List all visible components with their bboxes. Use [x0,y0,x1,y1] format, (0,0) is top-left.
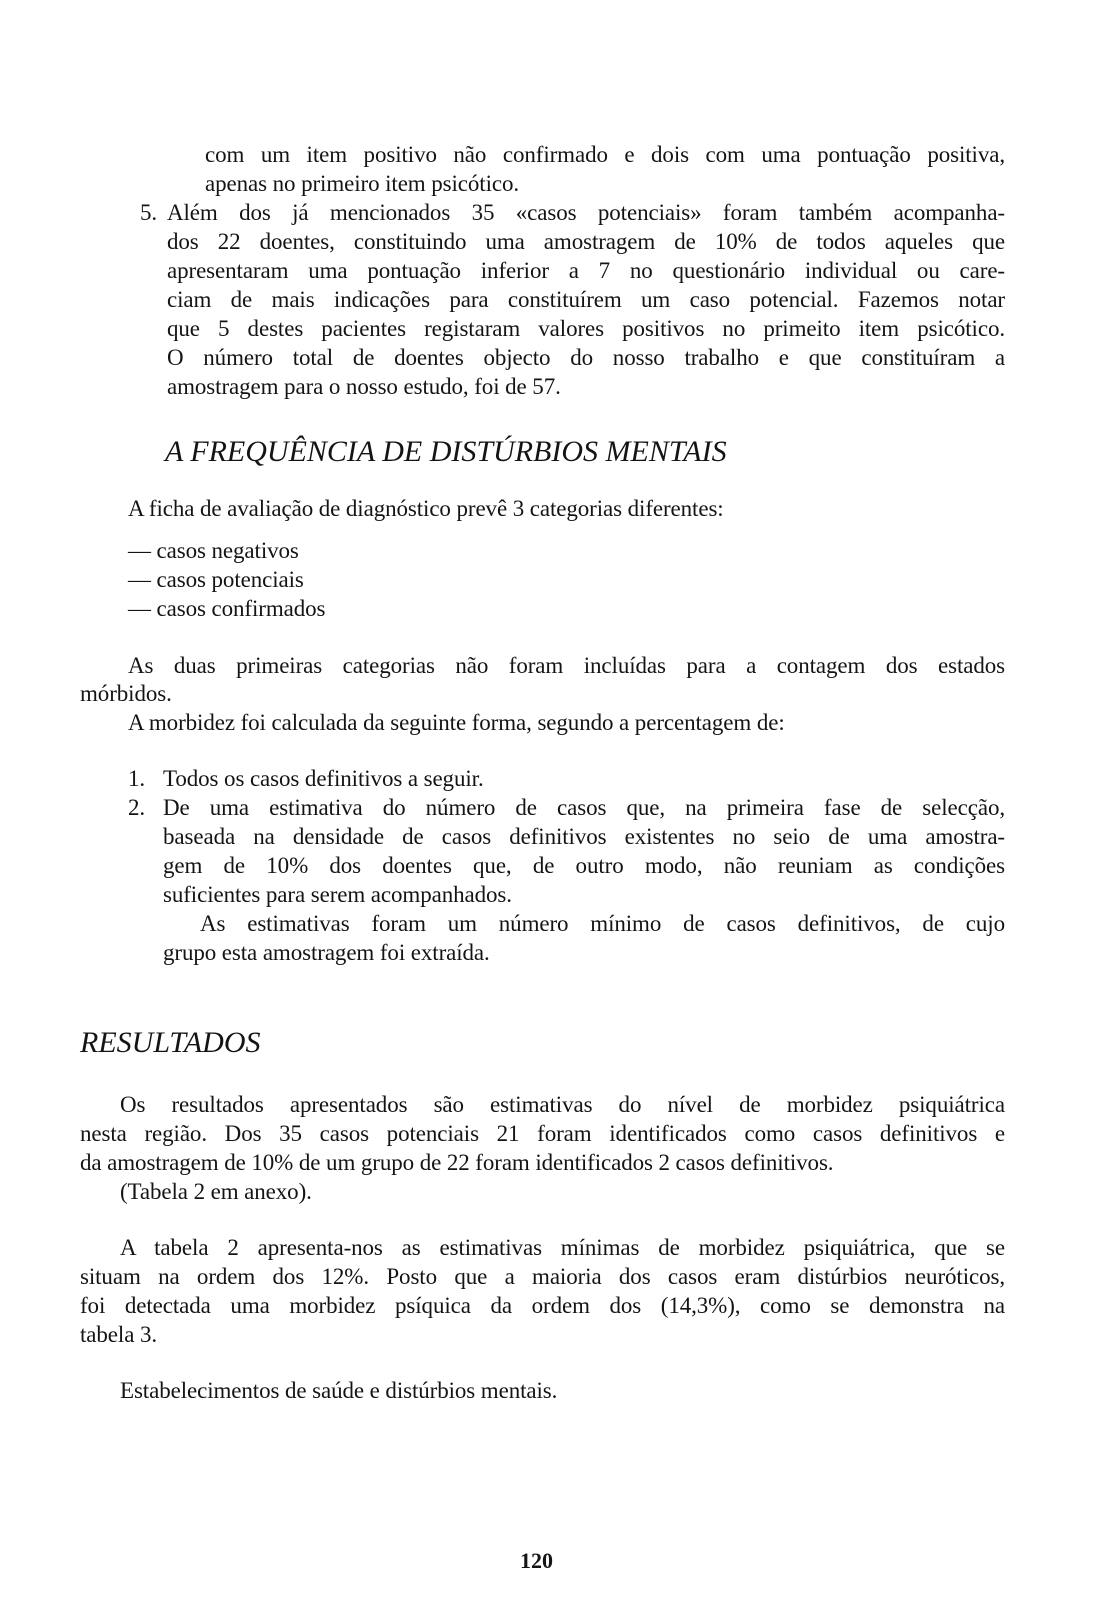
text-line: suficientes para serem acompanhados. [163,882,512,907]
text-line: grupo esta amostragem foi extraída. [163,940,490,965]
category-item: — casos confirmados [128,596,326,621]
text-line: tabela 3. [80,1322,158,1347]
text-line: amostragem para o nosso estudo, foi de 57. [167,374,561,399]
text-line: nesta região. Dos 35 casos potenciais 21 foram identificados como casos definitivos e [80,1121,1005,1146]
text-line: gem de 10% dos doentes que, de outro modo, não reuniam as condições [163,853,1005,878]
text-line: foi detectada uma morbidez psíquica da ordem dos (14,3%), como se demonstra na [80,1293,1005,1318]
category-item: — casos potenciais [128,567,304,592]
list-marker: 5. [140,200,158,225]
text-line: As duas primeiras categorias não foram incluídas para a contagem dos estados [128,653,1005,678]
text-line: da amostragem de 10% de um grupo de 22 foram identificados 2 casos definitivos. [80,1150,834,1175]
text-line: (Tabela 2 em anexo). [120,1179,312,1204]
text-line: De uma estimativa do número de casos que, na primeira fase de selecção, [163,795,1005,820]
paragraph: A morbidez foi calculada da seguinte forma, segundo a percentagem de: [128,710,785,735]
text-line: ciam de mais indicações para constituírem um caso potencial. Fazemos notar [167,287,1005,312]
paragraph: Estabelecimentos de saúde e distúrbios mentais. [120,1378,558,1403]
category-item: — casos negativos [128,538,299,563]
text-line: Além dos já mencionados 35 «casos potenciais» foram também acompanha- [167,200,1005,225]
section-heading-resultados: RESULTADOS [80,1026,261,1059]
text-line: O número total de doentes objecto do nosso trabalho e que constituíram a [167,345,1005,370]
text-line: com um item positivo não confirmado e dois com uma pontuação positiva, [205,142,1005,167]
text-line: Todos os casos definitivos a seguir. [163,766,484,791]
text-line: que 5 destes pacientes registaram valores positivos no primeito item psicótico. [167,316,1005,341]
text-line: apresentaram uma pontuação inferior a 7 no questionário individual ou care- [167,258,1005,283]
section-heading-frequencia: A FREQUÊNCIA DE DISTÚRBIOS MENTAIS [165,435,727,468]
section-intro: A ficha de avaliação de diagnóstico prevê 3 categorias diferentes: [128,496,724,521]
text-line: apenas no primeiro item psicótico. [205,171,520,196]
list-marker: 2. [128,795,146,820]
text-line: mórbidos. [80,681,172,706]
text-line: A tabela 2 apresenta-nos as estimativas mínimas de morbidez psiquiátrica, que se [120,1235,1005,1260]
list-marker: 1. [128,766,146,791]
text-line: dos 22 doentes, constituindo uma amostragem de 10% de todos aqueles que [167,229,1005,254]
text-line: Os resultados apresentados são estimativas do nível de morbidez psiquiátrica [120,1092,1005,1117]
text-line: baseada na densidade de casos definitivos existentes no seio de uma amostra- [163,824,1005,849]
page-number: 120 [520,1548,553,1573]
text-line: As estimativas foram um número mínimo de casos definitivos, de cujo [200,911,1005,936]
text-line: situam na ordem dos 12%. Posto que a maioria dos casos eram distúrbios neuróticos, [80,1264,1005,1289]
